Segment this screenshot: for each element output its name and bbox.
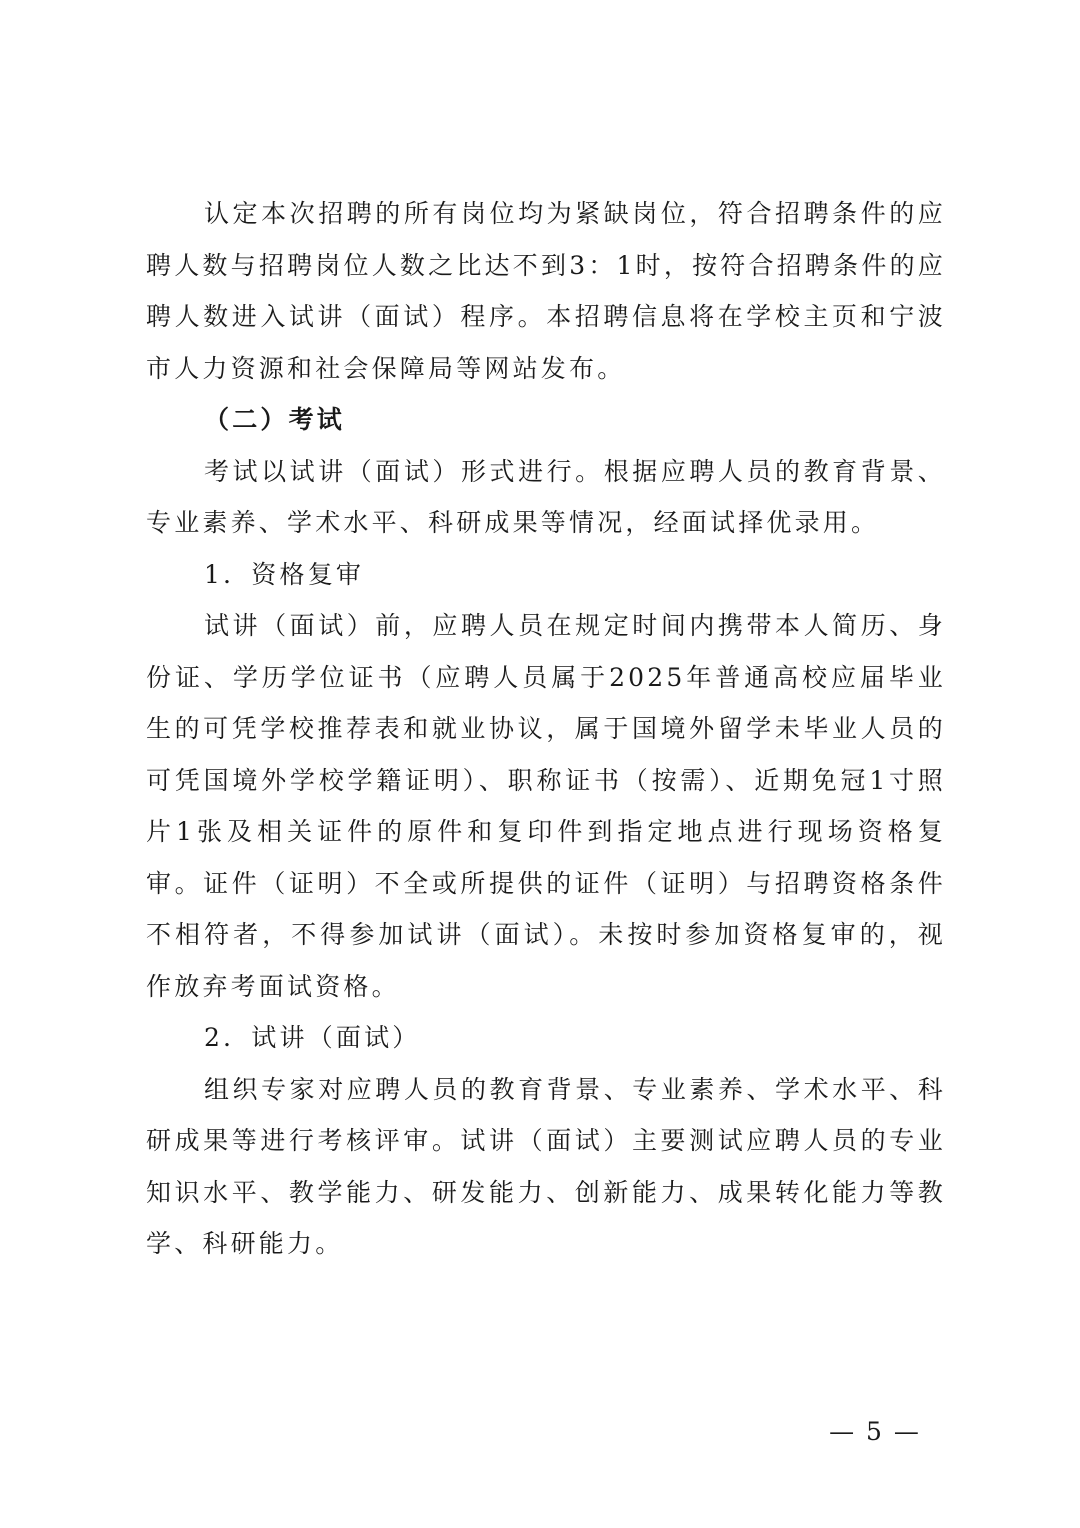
- paragraph-recruitment-shortage: 认定本次招聘的所有岗位均为紧缺岗位，符合招聘条件的应聘人数与招聘岗位人数之比达不到3：1时，按符合招聘条件的应聘人数进入试讲（面试）程序。本招聘信息将在学校主页和宁波市人力资源和社会保障局等网站发布。: [146, 199, 946, 383]
- subheading-qualification-review: 1．资格复审: [204, 559, 365, 589]
- document-body: [146, 188, 946, 1270]
- paragraph-exam-format: 考试以试讲（面试）形式进行。根据应聘人员的教育背景、专业素养、学术水平、科研成果等情况，经面试择优录用。: [146, 456, 946, 537]
- section-heading-exam: （二）考试: [204, 405, 346, 434]
- paragraph-qualification-review: 试讲（面试）前，应聘人员在规定时间内携带本人简历、身份证、学历学位证书（应聘人员属于2025年普通高校应届毕业生的可凭学校推荐表和就业协议，属于国境外留学未毕业人员的可凭国境外学校学籍证明）、职称证书（按需）、近期免冠1寸照片1张及相关证件的原件和复印件到指定地点进行现场资格复审。证件（证明）不全或所提供的证件（证明）与招聘资格条件不相符者，不得参加试讲（面试）。未按时参加资格复审的，视作放弃考面试资格。: [146, 611, 946, 1001]
- subheading-trial-lecture: 2．试讲（面试）: [204, 1023, 421, 1052]
- page-number: — 5 —: [829, 1417, 921, 1446]
- paragraph-trial-lecture: 组织专家对应聘人员的教育背景、专业素养、学术水平、科研成果等进行考核评审。试讲（面试）主要测试应聘人员的专业知识水平、教学能力、研发能力、创新能力、成果转化能力等教学、科研能力。: [146, 1074, 946, 1258]
